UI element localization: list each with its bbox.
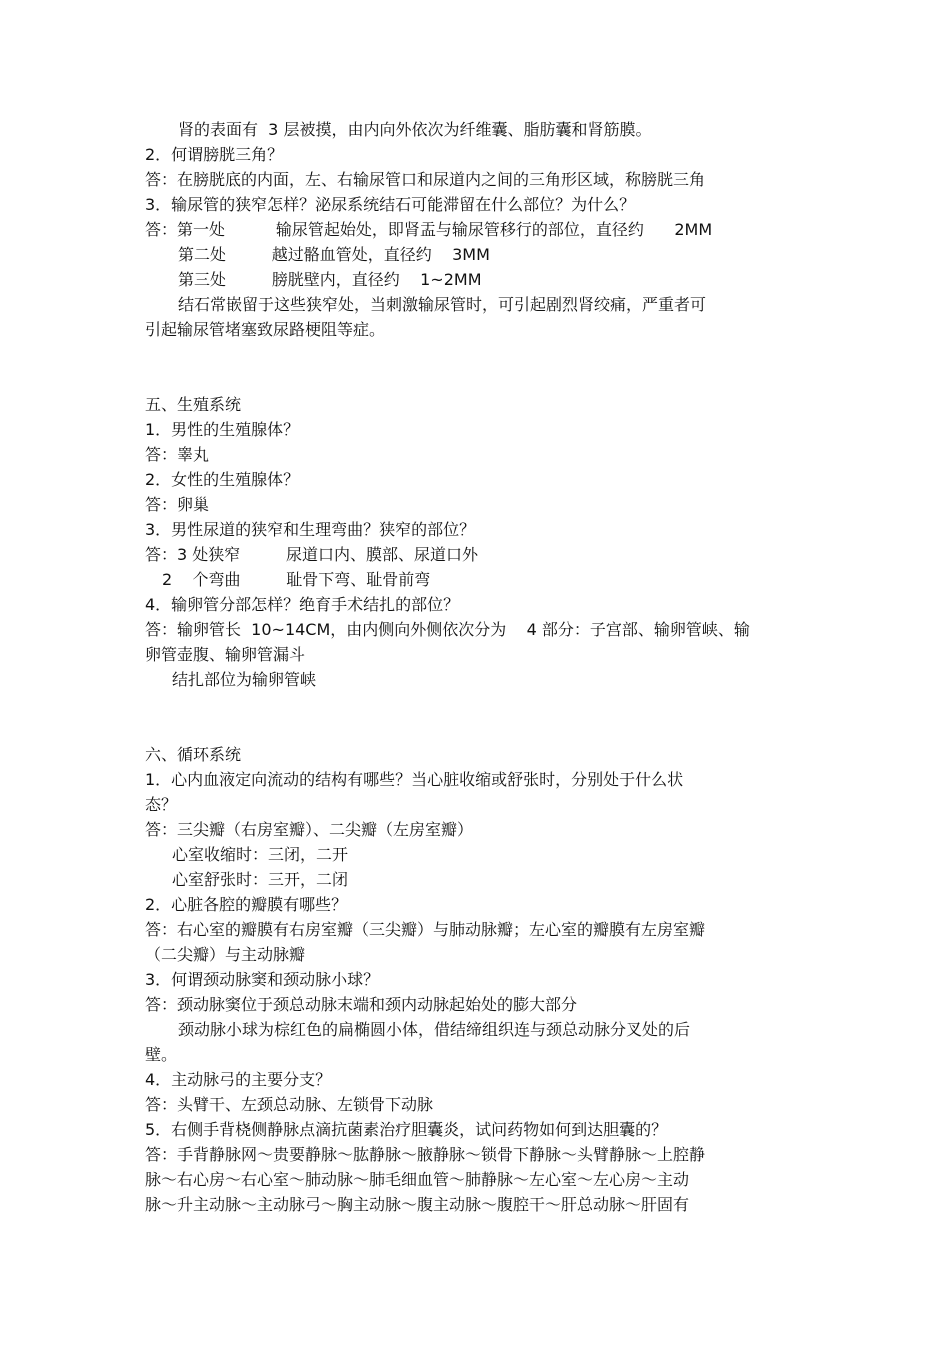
- question-line: 2．女性的生殖腺体？: [145, 470, 300, 489]
- text-line: 结石常嵌留于这些狭窄处，当刺激输尿管时，可引起剧烈肾绞痛，严重者可: [178, 295, 707, 314]
- question-line: 1．男性的生殖腺体？: [145, 420, 300, 439]
- answer-line: 答：第一处 输尿管起始处，即肾盂与输尿管移行的部位，直径约 2MM: [145, 220, 713, 239]
- text-line: （二尖瓣）与主动脉瓣: [145, 945, 306, 964]
- question-line: 2．心脏各腔的瓣膜有哪些？: [145, 895, 348, 914]
- text-line: 脉～升主动脉～主动脉弓～胸主动脉～腹主动脉～腹腔干～肝总动脉～肝固有: [145, 1195, 690, 1214]
- question-line: 3．男性尿道的狭窄和生理弯曲？狭窄的部位？: [145, 520, 476, 539]
- question-line: 3．何谓颈动脉窦和颈动脉小球？: [145, 970, 380, 989]
- question-line: 2．何谓膀胱三角？: [145, 145, 284, 164]
- text-line: 卵管壶腹、输卵管漏斗: [145, 645, 306, 664]
- answer-line: 答：头臂干、左颈总动脉、左锁骨下动脉: [145, 1095, 434, 1114]
- text-line: 肾的表面有 3 层被摸，由内向外依次为纤维囊、脂肪囊和肾筋膜。: [178, 120, 652, 139]
- text-line: 心室收缩时：三闭，二开: [172, 845, 349, 864]
- text-line: 态？: [145, 795, 178, 814]
- answer-line: 答：睾丸: [145, 445, 210, 464]
- section-heading: 五、生殖系统: [145, 395, 242, 414]
- question-line: 4．主动脉弓的主要分支？: [145, 1070, 332, 1089]
- text-line: 颈动脉小球为棕红色的扁椭圆小体，借结缔组织连与颈总动脉分叉处的后: [178, 1020, 691, 1039]
- answer-line: 答：3 处狭窄 尿道口内、膜部、尿道口外: [145, 545, 479, 564]
- text-line: 壁。: [145, 1045, 178, 1064]
- text-line: 心室舒张时：三开，二闭: [172, 870, 349, 889]
- question-line: 1．心内血液定向流动的结构有哪些？当心脏收缩或舒张时，分别处于什么状: [145, 770, 684, 789]
- section-heading: 六、循环系统: [145, 745, 242, 764]
- text-line: 脉～右心房～右心室～肺动脉～肺毛细血管～肺静脉～左心室～左心房～主动: [145, 1170, 690, 1189]
- answer-line: 答：颈动脉窦位于颈总动脉末端和颈内动脉起始处的膨大部分: [145, 995, 578, 1014]
- question-line: 4．输卵管分部怎样？绝育手术结扎的部位？: [145, 595, 460, 614]
- answer-line: 答：卵巢: [145, 495, 210, 514]
- answer-line: 答：右心室的瓣膜有右房室瓣（三尖瓣）与肺动脉瓣；左心室的瓣膜有左房室瓣: [145, 920, 706, 939]
- question-line: 3．输尿管的狭窄怎样？泌尿系统结石可能滞留在什么部位？为什么？: [145, 195, 636, 214]
- text-line: 2 个弯曲 耻骨下弯、耻骨前弯: [162, 570, 431, 589]
- text-line: 第二处 越过骼血管处，直径约 3MM: [178, 245, 490, 264]
- answer-line: 答：三尖瓣（右房室瓣）、二尖瓣（左房室瓣）: [145, 820, 474, 839]
- text-line: 结扎部位为输卵管峡: [172, 670, 317, 689]
- answer-line: 答：在膀胱底的内面，左、右输尿管口和尿道内之间的三角形区域，称膀胱三角: [145, 170, 706, 189]
- text-line: 第三处 膀胱壁内，直径约 1~2MM: [178, 270, 482, 289]
- question-line: 5．右侧手背桡侧静脉点滴抗菌素治疗胆囊炎，试问药物如何到达胆囊的？: [145, 1120, 668, 1139]
- answer-line: 答：手背静脉网～贵要静脉～肱静脉～腋静脉～锁骨下静脉～头臂静脉～上腔静: [145, 1145, 706, 1164]
- text-line: 引起输尿管堵塞致尿路梗阻等症。: [145, 320, 386, 339]
- answer-line: 答：输卵管长 10~14CM，由内侧向外侧依次分为 4 部分：子宫部、输卵管峡、输: [145, 620, 750, 639]
